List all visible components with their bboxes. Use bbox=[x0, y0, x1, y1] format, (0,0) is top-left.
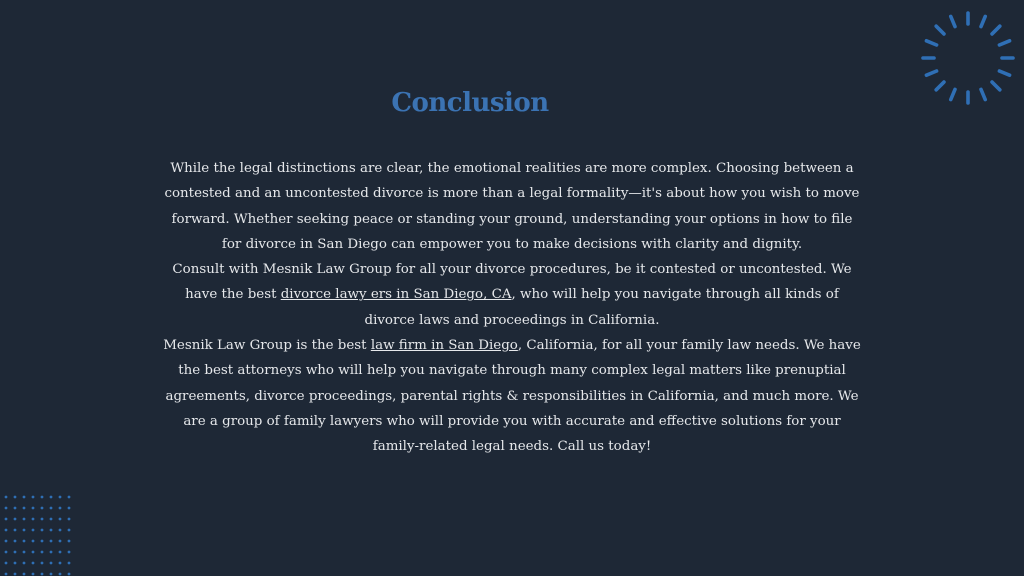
grid-dot bbox=[59, 496, 62, 499]
sunburst-ray bbox=[999, 71, 1009, 75]
grid-dot bbox=[23, 518, 26, 521]
grid-dot bbox=[50, 551, 53, 554]
grid-dot bbox=[50, 573, 53, 576]
paragraph-2-text-end: , who will help you navigate through all kinds of divorce laws and proceedings in California. bbox=[364, 287, 839, 328]
grid-dot bbox=[68, 496, 71, 499]
grid-dot bbox=[68, 562, 71, 565]
grid-dot bbox=[41, 529, 44, 532]
grid-dot bbox=[50, 540, 53, 543]
grid-dot bbox=[41, 507, 44, 510]
sunburst-ray bbox=[981, 16, 985, 26]
body-text bbox=[160, 156, 864, 460]
paragraph-2 bbox=[160, 257, 864, 333]
grid-dot bbox=[5, 562, 8, 565]
grid-dot bbox=[5, 551, 8, 554]
grid-dot bbox=[5, 540, 8, 543]
grid-dot bbox=[59, 573, 62, 576]
grid-dot bbox=[41, 551, 44, 554]
grid-dot bbox=[14, 551, 17, 554]
grid-dot bbox=[68, 540, 71, 543]
grid-dot bbox=[32, 507, 35, 510]
grid-dot bbox=[32, 573, 35, 576]
grid-dot bbox=[32, 518, 35, 521]
grid-dot bbox=[59, 529, 62, 532]
grid-dot bbox=[5, 573, 8, 576]
paragraph-3-text-end: , California, for all your family law needs. We have the best attorneys who will help you navigate through many complex legal matters like prenuptial agreements, divorce proceedings, parental rights & responsibilities in California, and much more. We are a group of family lawyers who will provide you with accurate and effective solutions for your family-related legal needs. Call us today! bbox=[165, 338, 861, 455]
grid-dot bbox=[14, 496, 17, 499]
grid-dot bbox=[5, 507, 8, 510]
grid-dot bbox=[14, 540, 17, 543]
paragraph-2-text-start: Consult with Mesnik Law Group for all your divorce procedures, be it contested or uncontested. We have the best bbox=[172, 262, 852, 303]
grid-dot bbox=[14, 518, 17, 521]
sunburst-ray bbox=[999, 41, 1009, 45]
grid-dot bbox=[23, 562, 26, 565]
grid-dot bbox=[68, 529, 71, 532]
grid-dot bbox=[5, 518, 8, 521]
sunburst-ray bbox=[992, 82, 1000, 90]
grid-dot bbox=[14, 562, 17, 565]
grid-dot bbox=[23, 540, 26, 543]
grid-dot bbox=[32, 562, 35, 565]
grid-dot bbox=[32, 496, 35, 499]
sunburst-ray bbox=[936, 26, 944, 34]
grid-dot bbox=[14, 529, 17, 532]
grid-dot bbox=[50, 496, 53, 499]
grid-dot bbox=[32, 540, 35, 543]
grid-dot bbox=[32, 551, 35, 554]
grid-dot bbox=[59, 540, 62, 543]
grid-dot bbox=[41, 540, 44, 543]
sunburst-ray bbox=[926, 71, 936, 75]
grid-dot bbox=[23, 551, 26, 554]
dot-grid-icon bbox=[0, 490, 80, 576]
sunburst-ray bbox=[951, 16, 955, 26]
grid-dot bbox=[59, 562, 62, 565]
grid-dot bbox=[14, 507, 17, 510]
grid-dot bbox=[5, 496, 8, 499]
grid-dot bbox=[68, 573, 71, 576]
grid-dot bbox=[32, 529, 35, 532]
paragraph-3-text-start: Mesnik Law Group is the best bbox=[163, 338, 371, 354]
grid-dot bbox=[68, 507, 71, 510]
grid-dot bbox=[41, 573, 44, 576]
grid-dot bbox=[68, 551, 71, 554]
grid-dot bbox=[41, 562, 44, 565]
grid-dot bbox=[41, 518, 44, 521]
grid-dot bbox=[50, 507, 53, 510]
grid-dot bbox=[23, 496, 26, 499]
grid-dot bbox=[41, 496, 44, 499]
grid-dot bbox=[23, 529, 26, 532]
sunburst-ray bbox=[951, 89, 955, 99]
grid-dot bbox=[68, 518, 71, 521]
grid-dot bbox=[14, 573, 17, 576]
sunburst-ray bbox=[926, 41, 936, 45]
grid-dot bbox=[50, 529, 53, 532]
slide-title: Conclusion bbox=[391, 88, 549, 118]
grid-dot bbox=[23, 507, 26, 510]
divorce-lawyers-link[interactable]: divorce lawy ers in San Diego, CA bbox=[280, 287, 512, 303]
paragraph-3 bbox=[160, 333, 864, 459]
grid-dot bbox=[59, 518, 62, 521]
grid-dot bbox=[23, 573, 26, 576]
grid-dot bbox=[5, 529, 8, 532]
law-firm-link[interactable]: law firm in San Diego bbox=[370, 338, 518, 354]
paragraph-1: While the legal distinctions are clear, the emotional realities are more complex. Choosing between a contested and an uncontested divorce is more than a legal formality—it's about how you wish to move forward. Whether seeking peace or standing your ground, understanding your options in how to file for divorce in San Diego can empower you to make decisions with clarity and dignity. bbox=[164, 161, 860, 252]
grid-dot bbox=[59, 507, 62, 510]
sunburst-ray bbox=[992, 26, 1000, 34]
sunburst-ray bbox=[981, 89, 985, 99]
grid-dot bbox=[59, 551, 62, 554]
grid-dot bbox=[50, 518, 53, 521]
grid-dot bbox=[50, 562, 53, 565]
